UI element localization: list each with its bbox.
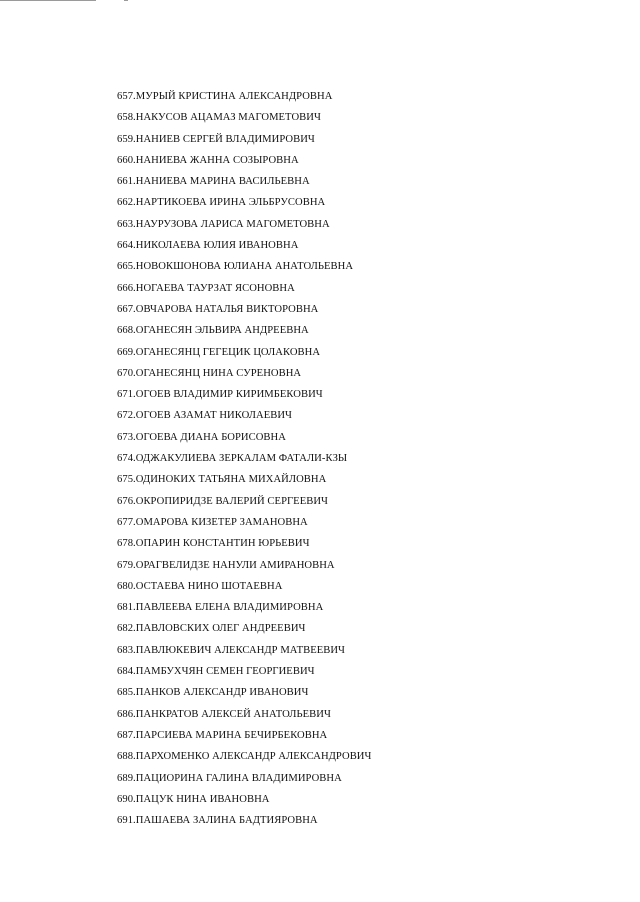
list-item: 674.ОДЖАКУЛИЕВА ЗЕРКАЛАМ ФАТАЛИ-КЗЫ	[117, 453, 348, 465]
list-item: 670.ОГАНЕСЯНЦ НИНА СУРЕНОВНА	[117, 367, 302, 379]
scan-edge-mark	[0, 0, 140, 2]
list-item: 675.ОДИНОКИХ ТАТЬЯНА МИХАЙЛОВНА	[117, 474, 327, 486]
list-item: 659.НАНИЕВ СЕРГЕЙ ВЛАДИМИРОВИЧ	[117, 133, 315, 145]
list-item: 658.НАКУСОВ АЦАМАЗ МАГОМЕТОВИЧ	[117, 112, 321, 124]
list-item: 687.ПАРСИЕВА МАРИНА БЕЧИРБЕКОВНА	[117, 729, 328, 741]
list-item: 686.ПАНКРАТОВ АЛЕКСЕЙ АНАТОЛЬЕВИЧ	[117, 708, 331, 720]
list-item: 690.ПАЦУК НИНА ИВАНОВНА	[117, 793, 270, 805]
list-item: 684.ПАМБУХЧЯН СЕМЕН ГЕОРГИЕВИЧ	[117, 666, 315, 678]
list-item: 664.НИКОЛАЕВА ЮЛИЯ ИВАНОВНА	[117, 240, 299, 252]
list-item: 685.ПАНКОВ АЛЕКСАНДР ИВАНОВИЧ	[117, 687, 309, 699]
list-item: 666.НОГАЕВА ТАУРЗАТ ЯСОНОВНА	[117, 282, 295, 294]
list-item: 661.НАНИЕВА МАРИНА ВАСИЛЬЕВНА	[117, 176, 310, 188]
list-item: 677.ОМАРОВА КИЗЕТЕР ЗАМАНОВНА	[117, 516, 308, 528]
list-item: 663.НАУРУЗОВА ЛАРИСА МАГОМЕТОВНА	[117, 218, 330, 230]
list-item: 660.НАНИЕВА ЖАННА СОЗЫРОВНА	[117, 154, 299, 166]
list-item: 683.ПАВЛЮКЕВИЧ АЛЕКСАНДР МАТВЕЕВИЧ	[117, 644, 345, 656]
scan-edge-tick	[124, 0, 128, 1]
list-item: 671.ОГОЕВ ВЛАДИМИР КИРИМБЕКОВИЧ	[117, 389, 323, 401]
list-item: 679.ОРАГВЕЛИДЗЕ НАНУЛИ АМИРАНОВНА	[117, 559, 335, 571]
list-item: 691.ПАШАЕВА ЗАЛИНА БАДТИЯРОВНА	[117, 815, 318, 827]
list-item: 672.ОГОЕВ АЗАМАТ НИКОЛАЕВИЧ	[117, 410, 292, 422]
name-list	[117, 86, 371, 831]
list-item: 680.ОСТАЕВА НИНО ШОТАЕВНА	[117, 580, 283, 592]
list-item: 676.ОКРОПИРИДЗЕ ВАЛЕРИЙ СЕРГЕЕВИЧ	[117, 495, 328, 507]
list-item: 689.ПАЦИОРИНА ГАЛИНА ВЛАДИМИРОВНА	[117, 772, 342, 784]
list-item: 665.НОВОКШОНОВА ЮЛИАНА АНАТОЛЬЕВНА	[117, 261, 354, 273]
list-item: 662.НАРТИКОЕВА ИРИНА ЭЛЬБРУСОВНА	[117, 197, 326, 209]
list-item: 678.ОПАРИН КОНСТАНТИН ЮРЬЕВИЧ	[117, 538, 310, 550]
scan-edge-line	[0, 0, 96, 1]
list-item: 668.ОГАНЕСЯН ЭЛЬВИРА АНДРЕЕВНА	[117, 325, 309, 337]
list-item: 681.ПАВЛЕЕВА ЕЛЕНА ВЛАДИМИРОВНА	[117, 602, 324, 614]
list-item: 673.ОГОЕВА ДИАНА БОРИСОВНА	[117, 431, 286, 443]
list-item: 667.ОВЧАРОВА НАТАЛЬЯ ВИКТОРОВНА	[117, 303, 319, 315]
list-item: 669.ОГАНЕСЯНЦ ГЕГЕЦИК ЦОЛАКОВНА	[117, 346, 321, 358]
list-item: 657.МУРЫЙ КРИСТИНА АЛЕКСАНДРОВНА	[117, 91, 333, 102]
list-item: 682.ПАВЛОВСКИХ ОЛЕГ АНДРЕЕВИЧ	[117, 623, 306, 635]
list-item: 688.ПАРХОМЕНКО АЛЕКСАНДР АЛЕКСАНДРОВИЧ	[117, 751, 372, 763]
